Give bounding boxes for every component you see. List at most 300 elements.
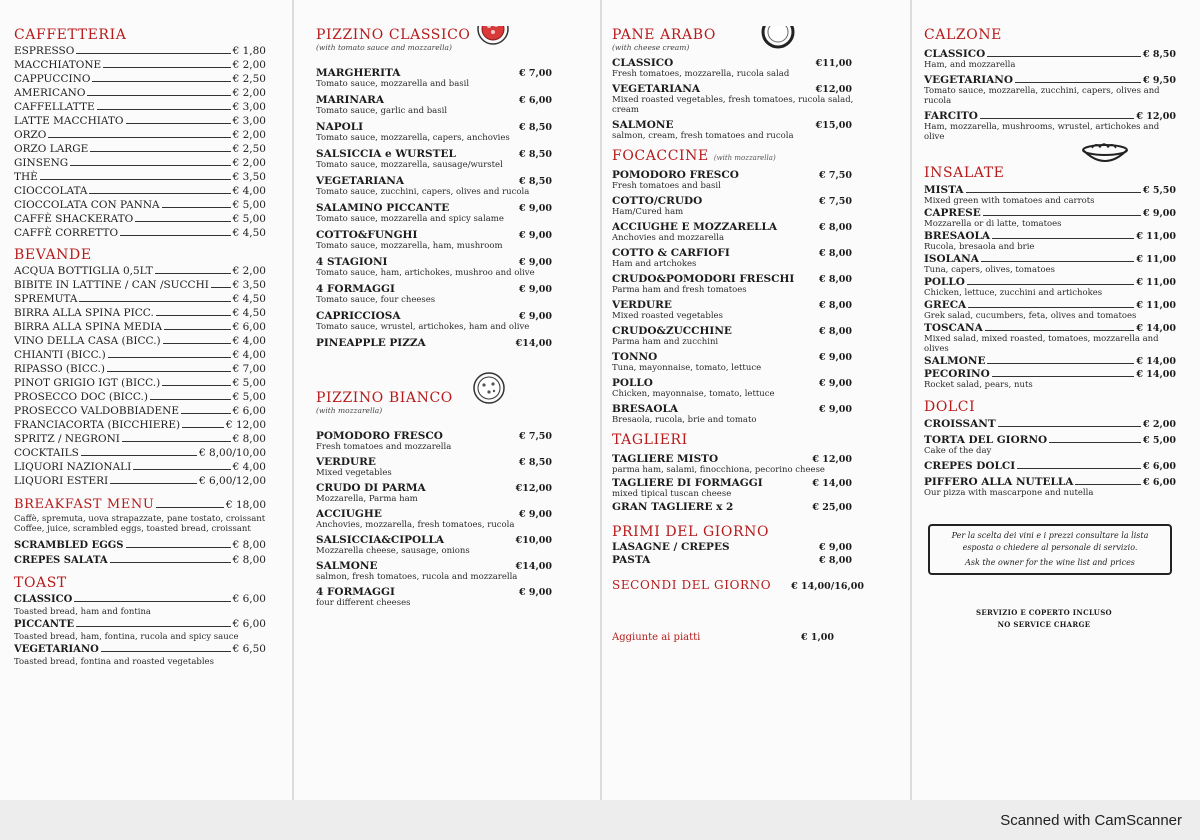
menu-item-head	[316, 534, 564, 546]
leader-dots	[150, 399, 231, 400]
item-price: € 14,00	[1136, 356, 1176, 367]
item-price: € 9,00	[818, 404, 852, 415]
item-name: TOSCANA	[924, 322, 983, 334]
menu-item	[924, 434, 1176, 456]
menu-row	[14, 642, 266, 657]
leader-dots	[110, 483, 197, 484]
menu-row	[14, 306, 266, 320]
menu-row	[14, 460, 266, 474]
menu-item	[316, 534, 564, 556]
menu-item	[612, 325, 864, 347]
menu-row	[14, 100, 266, 114]
menu-item-head	[316, 430, 564, 442]
menu-item-head	[316, 94, 564, 106]
item-desc: Tomato sauce, mozzarella, zucchini, capers, olives and rucola	[924, 86, 1160, 106]
item-price: € 8,50	[518, 122, 552, 133]
item-desc: Tomato sauce, zucchini, capers, olives and rucola	[316, 187, 530, 197]
item-desc: four different cheeses	[316, 598, 411, 608]
menu-item-head	[612, 273, 864, 285]
wine-note-box	[928, 524, 1172, 575]
item-name: VINO DELLA CASA (BICC.)	[14, 335, 161, 347]
item-price: € 14,00	[812, 478, 852, 489]
focaccine-list	[612, 169, 864, 425]
menu-item-head	[924, 184, 1176, 196]
item-price: € 7,50	[518, 431, 552, 442]
menu-item	[924, 207, 1176, 229]
item-name: PECORINO	[924, 368, 990, 380]
toast-list	[14, 592, 266, 667]
item-price: €12,00	[515, 483, 552, 494]
item-name: SALMONE	[316, 560, 378, 572]
item-price: € 8,50	[1142, 49, 1176, 60]
item-price: €14,00	[515, 338, 552, 349]
menu-item	[612, 501, 864, 513]
item-name: LIQUORI ESTERI	[14, 475, 109, 487]
menu-item	[316, 175, 564, 197]
item-price: € 2,00	[232, 59, 266, 71]
leader-dots	[103, 67, 230, 68]
menu-item-head	[612, 195, 864, 207]
menu-item-head	[924, 299, 1176, 311]
item-name: AMERICANO	[14, 87, 86, 99]
item-name: ISOLANA	[924, 253, 979, 265]
menu-item-head	[924, 368, 1176, 380]
item-name: CHIANTI (BICC.)	[14, 349, 106, 361]
item-price: € 6,00	[232, 618, 266, 630]
item-price: € 8,00	[818, 248, 852, 259]
menu-item	[612, 247, 864, 269]
menu-item	[612, 351, 864, 373]
breakfast-desc-it: Caffè, spremuta, uova strapazzate, pane tostato, croissant	[14, 514, 266, 524]
item-price: €15,00	[815, 120, 852, 131]
leader-dots	[1049, 442, 1141, 443]
breakfast-row	[14, 496, 266, 514]
leader-dots	[97, 109, 231, 110]
item-name: TONNO	[612, 351, 658, 363]
menu-item	[316, 482, 564, 504]
item-desc: Grek salad, cucumbers, feta, olives and tomatoes	[924, 311, 1137, 321]
menu-item-head	[612, 554, 864, 566]
leader-dots	[122, 441, 231, 442]
menu-item-head	[612, 377, 864, 389]
item-name: SALSICCIA e WURSTEL	[316, 148, 456, 160]
leader-dots	[133, 469, 230, 470]
item-name: GRAN TAGLIERE x 2	[612, 501, 734, 513]
item-name: BIBITE IN LATTINE / CAN /SUCCHI	[14, 279, 209, 291]
menu-item	[316, 94, 564, 116]
item-name: CAPRICCIOSA	[316, 310, 401, 322]
item-desc: Ham, and mozzarella	[924, 60, 1016, 70]
menu-item-head	[924, 110, 1176, 122]
menu-row	[14, 348, 266, 362]
menu-item	[612, 453, 864, 475]
secondi-title: SECONDI DEL GIORNO	[612, 578, 772, 592]
menu-row	[14, 198, 266, 212]
item-name: PICCANTE	[14, 619, 75, 630]
item-price: € 2,00	[232, 265, 266, 277]
item-desc: Mixed roasted vegetables	[612, 311, 723, 321]
item-price: € 2,50	[232, 73, 266, 85]
item-name: BIRRA ALLA SPINA MEDIA	[14, 321, 163, 333]
item-price: € 8,50	[518, 149, 552, 160]
menu-item-head	[924, 355, 1176, 367]
leader-dots	[126, 547, 231, 548]
menu-row	[14, 44, 266, 58]
item-desc: Bresaola, rucola, brie and tomato	[612, 415, 757, 425]
menu-item	[924, 184, 1176, 206]
menu-row	[14, 334, 266, 348]
leader-dots	[1075, 484, 1140, 485]
item-desc: Rocket salad, pears, nuts	[924, 380, 1033, 390]
menu-item	[316, 508, 564, 530]
menu-item-head	[924, 460, 1176, 472]
item-price: € 9,00	[518, 230, 552, 241]
item-name: PROSECCO VALDOBBIADENE	[14, 405, 180, 417]
item-name: MACCHIATONE	[14, 59, 102, 71]
menu-row	[14, 58, 266, 72]
leader-dots	[92, 81, 230, 82]
item-name: CAFFELLATTE	[14, 101, 95, 113]
item-price: €11,00	[815, 58, 852, 69]
menu-row	[14, 432, 266, 446]
taglieri-title: TAGLIERI	[612, 432, 688, 448]
menu-row	[14, 142, 266, 156]
item-name: POMODORO FRESCO	[612, 169, 739, 181]
menu-item	[316, 430, 564, 452]
item-name: CRUDO&POMODORI FRESCHI	[612, 273, 795, 285]
item-name: BRESAOLA	[924, 230, 991, 242]
item-name: VERDURE	[316, 456, 376, 468]
item-price: €10,00	[515, 535, 552, 546]
item-desc: Anchovies, mozzarella, fresh tomatoes, rucola	[316, 520, 515, 530]
menu-item-head	[316, 560, 564, 572]
item-price: € 8,50	[518, 176, 552, 187]
menu-row	[14, 292, 266, 306]
item-price: € 6,00	[518, 95, 552, 106]
item-price: € 8,50	[518, 457, 552, 468]
item-name: POMODORO FRESCO	[316, 430, 443, 442]
item-name: BIRRA ALLA SPINA PICC.	[14, 307, 154, 319]
item-price: € 9,00	[518, 311, 552, 322]
footer-line1: SERVIZIO E COPERTO INCLUSO	[976, 608, 1112, 617]
item-price: € 12,00	[225, 419, 266, 431]
item-price: € 6,00	[1142, 461, 1176, 472]
item-name: LATTE MACCHIATO	[14, 115, 124, 127]
item-price: € 8,00/10,00	[199, 447, 266, 459]
item-price: € 8,00	[818, 326, 852, 337]
leader-dots	[79, 301, 230, 302]
menu-item-head	[612, 477, 864, 489]
menu-item	[924, 355, 1176, 367]
item-name: TAGLIERE DI FORMAGGI	[612, 477, 763, 489]
item-price: € 8,00	[818, 555, 852, 566]
item-price: € 9,00	[518, 587, 552, 598]
menu-row	[14, 184, 266, 198]
item-desc: salmon, cream, fresh tomatoes and rucola	[612, 131, 794, 141]
menu-row	[14, 474, 266, 488]
item-name: POLLO	[612, 377, 653, 389]
item-name: CIOCCOLATA	[14, 185, 88, 197]
tomato-pizza-icon	[476, 26, 510, 46]
pane-arabo-title: PANE ARABO	[612, 27, 716, 43]
item-desc: Mozzarella cheese, sausage, onions	[316, 546, 470, 556]
item-price: € 12,00	[812, 454, 852, 465]
item-price: € 9,50	[1142, 75, 1176, 86]
watermark: Scanned with CamScanner	[1000, 812, 1182, 829]
insalate-list	[924, 184, 1176, 390]
menu-item	[924, 276, 1176, 298]
item-desc: Tomato sauce, mozzarella, sausage/wurstel	[316, 160, 503, 170]
menu-row	[14, 212, 266, 226]
item-price: € 2,00	[232, 87, 266, 99]
insalate-title: INSALATE	[924, 165, 1005, 181]
leader-dots	[40, 179, 231, 180]
menu-item	[612, 83, 864, 115]
menu-item-head	[612, 221, 864, 233]
item-name: CAFFÈ CORRETTO	[14, 227, 119, 239]
leader-dots	[48, 137, 230, 138]
menu-item	[924, 299, 1176, 321]
menu-item	[316, 229, 564, 251]
item-name: MISTA	[924, 184, 964, 196]
item-desc: Ham and artchokes	[612, 259, 697, 269]
wine-note-it: Per la scelta dei vini e i prezzi consultare la lista esposta o chiedere al personale di servizio.	[951, 531, 1149, 552]
breakfast-list	[14, 538, 266, 568]
item-desc: mixed tipical tuscan cheese	[612, 489, 732, 499]
calzone-list	[924, 48, 1176, 142]
item-price: € 6,00	[1142, 477, 1176, 488]
item-name: GINSENG	[14, 157, 69, 169]
menu-item	[316, 148, 564, 170]
item-price: € 7,50	[818, 170, 852, 181]
menu-item-head	[612, 351, 864, 363]
menu-item-head	[924, 74, 1176, 86]
menu-row	[14, 362, 266, 376]
item-price: € 3,00	[232, 101, 266, 113]
item-name: SPRITZ / NEGRONI	[14, 433, 120, 445]
menu-item-head	[316, 175, 564, 187]
item-name: VERDURE	[612, 299, 672, 311]
menu-item	[924, 368, 1176, 390]
menu-item	[612, 273, 864, 295]
item-desc: Rucola, bresaola and brie	[924, 242, 1035, 252]
item-desc: Fresh tomatoes and basil	[612, 181, 721, 191]
item-price: € 25,00	[812, 502, 852, 513]
item-price: € 9,00	[818, 378, 852, 389]
item-name: CIOCCOLATA CON PANNA	[14, 199, 160, 211]
item-desc: Tomato sauce, ham, artichokes, mushroo and olive	[316, 268, 535, 278]
leader-dots	[164, 329, 230, 330]
item-desc: salmon, fresh tomatoes, rucola and mozzarella	[316, 572, 518, 582]
item-name: FRANCIACORTA (BICCHIERE)	[14, 419, 181, 431]
item-price: € 7,00	[232, 363, 266, 375]
menu-item	[612, 554, 864, 566]
item-price: € 9,00	[818, 352, 852, 363]
bread-icon	[760, 26, 796, 50]
menu-row	[14, 86, 266, 100]
menu-row	[14, 592, 266, 607]
item-desc: Tuna, mayonnaise, tomato, lettuce	[612, 363, 762, 373]
leader-dots	[182, 427, 224, 428]
item-price: € 6,00	[232, 405, 266, 417]
menu-item-head	[316, 67, 564, 79]
item-name: COTTO & CARFIOFI	[612, 247, 730, 259]
item-name: PINEAPPLE PIZZA	[316, 337, 426, 349]
menu-item	[924, 230, 1176, 252]
item-name: VEGETARIANO	[924, 74, 1014, 86]
leader-dots	[126, 123, 231, 124]
primi-title: PRIMI DEL GIORNO	[612, 524, 770, 540]
item-name: RIPASSO (BICC.)	[14, 363, 105, 375]
pizzino-classico-title: PIZZINO CLASSICO	[316, 27, 471, 43]
item-price: € 8,00	[818, 274, 852, 285]
item-desc: Fresh tomatoes, mozzarella, rucola salad	[612, 69, 790, 79]
menu-row	[14, 72, 266, 86]
leader-dots	[76, 626, 231, 627]
item-name: CRUDO&ZUCCHINE	[612, 325, 732, 337]
item-name: POLLO	[924, 276, 965, 288]
item-name: COCKTAILS	[14, 447, 79, 459]
menu-item-head	[924, 230, 1176, 242]
leader-dots	[107, 371, 231, 372]
item-price: € 11,00	[1136, 254, 1176, 265]
leader-dots	[983, 215, 1141, 216]
item-name: PASTA	[612, 554, 651, 566]
menu-item	[316, 283, 564, 305]
item-name: CLASSICO	[14, 594, 73, 605]
item-price: € 4,00	[232, 335, 266, 347]
menu-row	[14, 446, 266, 460]
menu-item	[924, 110, 1176, 142]
leader-dots	[101, 651, 231, 652]
item-name: CAPPUCCINO	[14, 73, 91, 85]
leader-dots	[211, 287, 231, 288]
leader-dots	[76, 53, 230, 54]
item-desc: Chicken, lettuce, zucchini and artichokes	[924, 288, 1103, 298]
item-price: €14,00	[515, 561, 552, 572]
menu-item-head	[612, 169, 864, 181]
item-name: CREPES DOLCI	[924, 460, 1016, 472]
menu-row	[14, 538, 266, 553]
pane-arabo-list	[612, 57, 864, 141]
item-price: € 6,00	[232, 593, 266, 605]
menu-item	[924, 460, 1176, 472]
item-desc: Tomato sauce, mozzarella and spicy salame	[316, 214, 504, 224]
item-desc: Fresh tomatoes and mozzarella	[316, 442, 452, 452]
item-name: VEGETARIANA	[316, 175, 405, 187]
item-desc: Mixed green with tomatoes and carrots	[924, 196, 1095, 206]
item-desc: Mozzarella or di latte, tomatoes	[924, 219, 1062, 229]
item-price: € 4,00	[232, 349, 266, 361]
focaccine-title: FOCACCINE (with mozzarella)	[612, 148, 776, 164]
item-price: € 2,00	[1142, 419, 1176, 430]
item-name: MARINARA	[316, 94, 385, 106]
menu-item	[316, 310, 564, 332]
item-price: € 6,00	[232, 321, 266, 333]
aggiunte-price: € 1,00	[800, 632, 834, 643]
pizzino-bianco-subtitle: (with mozzarella)	[316, 406, 383, 415]
menu-item	[612, 541, 864, 553]
leader-dots	[998, 426, 1141, 427]
item-price: € 5,00	[232, 377, 266, 389]
menu-item	[316, 586, 564, 608]
item-price: € 8,00	[818, 300, 852, 311]
leader-dots	[108, 357, 231, 358]
white-pizza-icon	[472, 371, 506, 405]
item-name: 4 FORMAGGI	[316, 283, 395, 295]
leader-dots	[968, 307, 1134, 308]
focaccine-subtitle: (with mozzarella)	[713, 154, 776, 162]
menu-item-head	[924, 276, 1176, 288]
menu-item-head	[612, 57, 864, 69]
menu-item	[612, 169, 864, 191]
menu-item-head	[924, 322, 1176, 334]
column-pizzino	[316, 26, 564, 826]
item-name: COTTO&FUNGHI	[316, 229, 418, 241]
item-price: € 5,00	[232, 213, 266, 225]
menu-item-head	[924, 253, 1176, 265]
leader-dots	[163, 343, 231, 344]
column-drinks	[14, 26, 266, 826]
item-name: SALAMINO PICCANTE	[316, 202, 450, 214]
menu-item-head	[316, 456, 564, 468]
leader-dots	[987, 56, 1141, 57]
item-desc: Tomato sauce, four cheeses	[316, 295, 436, 305]
item-desc: Tomato sauce, mozzarella and basil	[316, 79, 470, 89]
item-price: €12,00	[815, 84, 852, 95]
item-name: LIQUORI NAZIONALI	[14, 461, 132, 473]
menu-item-head	[924, 207, 1176, 219]
menu-item-head	[924, 476, 1176, 488]
menu-item	[612, 195, 864, 217]
leader-dots	[967, 284, 1134, 285]
item-name: CAFFÈ SHACKERATO	[14, 213, 134, 225]
item-desc: Toasted bread, ham and fontina	[14, 607, 151, 617]
item-name: MARGHERITA	[316, 67, 401, 79]
item-desc: Toasted bread, ham, fontina, rucola and spicy sauce	[14, 632, 239, 642]
menu-item-head	[316, 256, 564, 268]
item-name: SCRAMBLED EGGS	[14, 540, 124, 551]
menu-row	[14, 553, 266, 568]
fold-line	[600, 0, 602, 800]
fold-line	[910, 0, 912, 800]
item-price: € 9,00	[518, 284, 552, 295]
item-price: € 9,00	[1142, 208, 1176, 219]
item-price: € 3,50	[232, 279, 266, 291]
item-desc: Mixed vegetables	[316, 468, 392, 478]
item-name: FARCITO	[924, 110, 978, 122]
item-name: GRECA	[924, 299, 967, 311]
menu-item-head	[316, 202, 564, 214]
item-desc: Our pizza with mascarpone and nutella	[924, 488, 1094, 498]
menu-item-head	[316, 148, 564, 160]
item-name: SALMONE	[612, 119, 674, 131]
pizzino-bianco-title: PIZZINO BIANCO	[316, 390, 453, 406]
item-name: 4 FORMAGGI	[316, 586, 395, 598]
menu-item	[924, 476, 1176, 498]
toast-title: TOAST	[14, 575, 67, 591]
menu-item-head	[316, 229, 564, 241]
item-price: € 1,80	[232, 45, 266, 57]
item-price: € 3,50	[232, 171, 266, 183]
item-name: BRESAOLA	[612, 403, 679, 415]
item-desc: Tomato sauce, garlic and basil	[316, 106, 448, 116]
item-name: VEGETARIANO	[14, 644, 99, 655]
menu-row	[14, 376, 266, 390]
leader-dots	[985, 330, 1135, 331]
menu-row	[14, 404, 266, 418]
item-price: € 6,00/12,00	[199, 475, 266, 487]
